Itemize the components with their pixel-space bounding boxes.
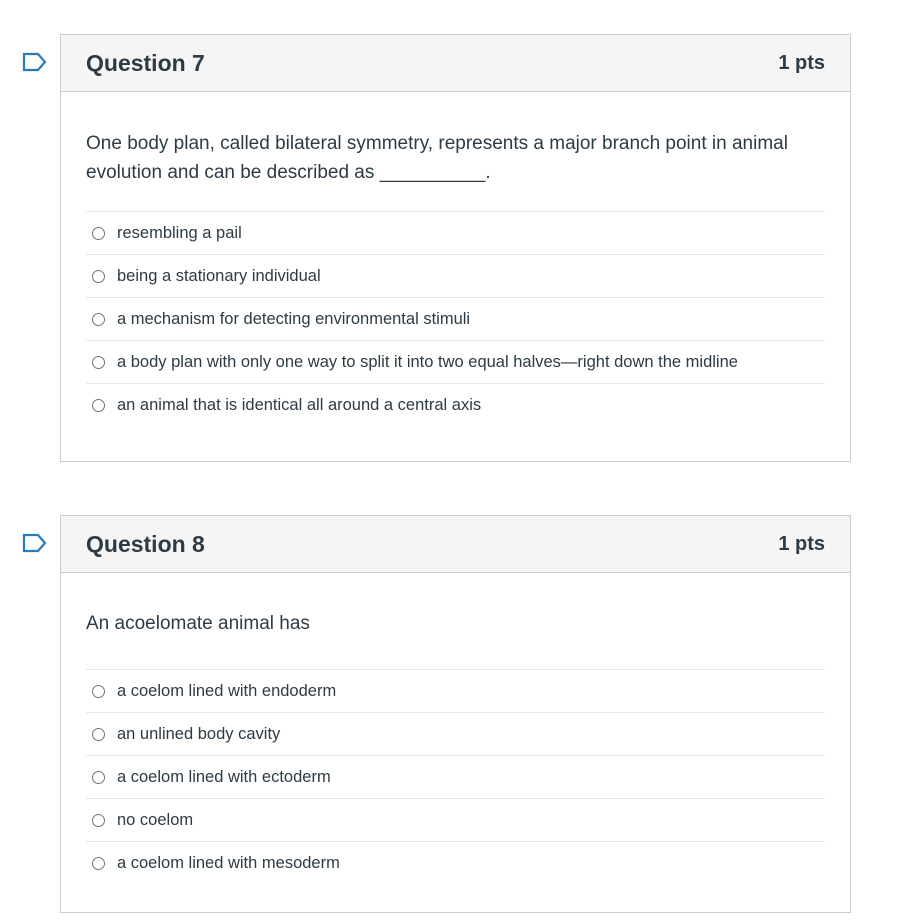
question-header bbox=[61, 35, 850, 92]
answer-option[interactable] bbox=[86, 383, 825, 426]
radio-button-icon[interactable] bbox=[92, 857, 105, 870]
radio-button-icon[interactable] bbox=[92, 685, 105, 698]
answer-option[interactable] bbox=[86, 712, 825, 755]
answer-option[interactable] bbox=[86, 254, 825, 297]
answer-option[interactable] bbox=[86, 841, 825, 884]
flag-question-icon[interactable] bbox=[22, 533, 48, 553]
answer-label[interactable]: a mechanism for detecting environmental stimuli bbox=[117, 309, 471, 328]
answer-label[interactable]: resembling a pail bbox=[117, 223, 242, 242]
radio-button-icon[interactable] bbox=[92, 270, 105, 283]
radio-button-icon[interactable] bbox=[92, 227, 105, 240]
radio-button-icon[interactable] bbox=[92, 356, 105, 369]
radio-button-icon[interactable] bbox=[92, 814, 105, 827]
radio-button-icon[interactable] bbox=[92, 399, 105, 412]
radio-button-icon[interactable] bbox=[92, 313, 105, 326]
flag-question-icon[interactable] bbox=[22, 52, 48, 72]
answer-option[interactable] bbox=[86, 340, 825, 383]
question-text: An acoelomate animal has bbox=[86, 613, 310, 634]
question-points: 1 pts bbox=[778, 51, 825, 74]
answer-label[interactable]: a body plan with only one way to split it into two equal halves—right down the midline bbox=[117, 352, 738, 371]
answer-option[interactable] bbox=[86, 798, 825, 841]
answer-label[interactable]: a coelom lined with mesoderm bbox=[117, 853, 340, 872]
question-card bbox=[60, 34, 851, 462]
answer-option[interactable] bbox=[86, 297, 825, 340]
question-body bbox=[61, 129, 850, 426]
question-text: One body plan, called bilateral symmetry, represents a major branch point in animal evolution and can be described as __________. bbox=[86, 133, 788, 183]
answer-list bbox=[86, 669, 825, 884]
answer-label[interactable]: being a stationary individual bbox=[117, 266, 321, 285]
radio-button-icon[interactable] bbox=[92, 728, 105, 741]
answer-label[interactable]: an animal that is identical all around a central axis bbox=[117, 395, 482, 414]
answer-option[interactable] bbox=[86, 669, 825, 712]
answer-option[interactable] bbox=[86, 211, 825, 254]
answer-label[interactable]: a coelom lined with endoderm bbox=[117, 681, 337, 700]
answer-option[interactable] bbox=[86, 755, 825, 798]
answer-label[interactable]: an unlined body cavity bbox=[117, 724, 281, 743]
radio-button-icon[interactable] bbox=[92, 771, 105, 784]
answer-label[interactable]: no coelom bbox=[117, 810, 194, 829]
question-header bbox=[61, 516, 850, 573]
answer-label[interactable]: a coelom lined with ectoderm bbox=[117, 767, 331, 786]
question-body bbox=[61, 609, 850, 884]
question-points: 1 pts bbox=[778, 532, 825, 555]
question-title: Question 7 bbox=[86, 49, 205, 76]
question-card bbox=[60, 515, 851, 913]
answer-list bbox=[86, 211, 825, 426]
question-title: Question 8 bbox=[86, 530, 205, 557]
